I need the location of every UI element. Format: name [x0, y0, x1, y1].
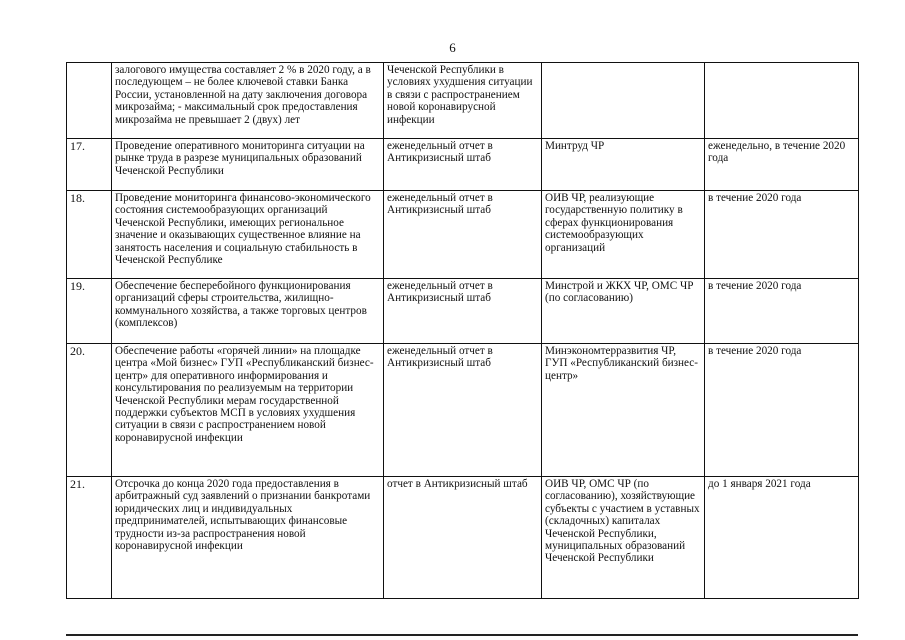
- responsible-cell: Минтруд ЧР: [542, 139, 705, 191]
- row-number: 18.: [67, 191, 112, 279]
- measure-cell: Проведение мониторинга финансово-экономического состояния системообразующих организаций Чеченской Республики, имеющих региональное значение и оказывающих существенное влияние на занятость населения и социальную стабильность в Чеченской Республике: [112, 191, 384, 279]
- table-row: [67, 191, 859, 279]
- deadline-cell: в течение 2020 года: [705, 191, 859, 279]
- deadline-cell: [705, 63, 859, 139]
- row-number: 17.: [67, 139, 112, 191]
- table-row: [67, 279, 859, 344]
- responsible-cell: ОИВ ЧР, реализующие государственную политику в сферах функционирования системообразующих организаций: [542, 191, 705, 279]
- deadline-cell: до 1 января 2021 года: [705, 477, 859, 599]
- page-number: 6: [449, 40, 456, 55]
- report-form-cell: отчет в Антикризисный штаб: [384, 477, 542, 599]
- report-form-cell: еженедельный отчет в Антикризисный штаб: [384, 139, 542, 191]
- deadline-cell: в течение 2020 года: [705, 344, 859, 477]
- table-row: [67, 344, 859, 477]
- row-number: [67, 63, 112, 139]
- responsible-cell: Минэкономтерразвития ЧР, ГУП «Республиканский бизнес-центр»: [542, 344, 705, 477]
- responsible-cell: ОИВ ЧР, ОМС ЧР (по согласованию), хозяйствующие субъекты с участием в уставных (складочных) капиталах Чеченской Республики, муниципальных образований Чеченской Республики: [542, 477, 705, 599]
- row-number: 21.: [67, 477, 112, 599]
- responsible-cell: [542, 63, 705, 139]
- deadline-cell: еженедельно, в течение 2020 года: [705, 139, 859, 191]
- bottom-rule: [66, 634, 858, 636]
- report-form-cell: еженедельный отчет в Антикризисный штаб: [384, 279, 542, 344]
- report-form-cell: Чеченской Республики в условиях ухудшения ситуации в связи с распространением новой коронавирусной инфекции: [384, 63, 542, 139]
- responsible-cell: Минстрой и ЖКХ ЧР, ОМС ЧР (по согласованию): [542, 279, 705, 344]
- report-form-cell: еженедельный отчет в Антикризисный штаб: [384, 344, 542, 477]
- table-row: [67, 63, 859, 139]
- deadline-cell: в течение 2020 года: [705, 279, 859, 344]
- table-row: [67, 139, 859, 191]
- measure-cell: Обеспечение бесперебойного функционирования организаций сферы строительства, жилищно-коммунального хозяйства, а также торговых центров (комплексов): [112, 279, 384, 344]
- measure-cell: Проведение оперативного мониторинга ситуации на рынке труда в разрезе муниципальных образований Чеченской Республики: [112, 139, 384, 191]
- row-number: 20.: [67, 344, 112, 477]
- measure-cell: Обеспечение работы «горячей линии» на площадке центра «Мой бизнес» ГУП «Республиканский бизнес-центр» для оперативного информирования и консультирования по реализуемым на территории Чеченской Республики мерам государственной поддержки субъектов МСП в условиях ухудшения ситуации в связи с распространением новой коронавирусной инфекции: [112, 344, 384, 477]
- report-form-cell: еженедельный отчет в Антикризисный штаб: [384, 191, 542, 279]
- measure-cell: залогового имущества составляет 2 % в 2020 году, а в последующем – не более ключевой ставки Банка России, установленной на дату заключения договора микрозайма; - максимальный срок предоставления микрозайма не превышает 2 (двух) лет: [112, 63, 384, 139]
- measures-table: [66, 62, 859, 599]
- row-number: 19.: [67, 279, 112, 344]
- table-row: [67, 477, 859, 599]
- measure-cell: Отсрочка до конца 2020 года предоставления в арбитражный суд заявлений о признании банкротами юридических лиц и индивидуальных предпринимателей, испытывающих финансовые трудности из-за распространения новой коронавирусной инфекции: [112, 477, 384, 599]
